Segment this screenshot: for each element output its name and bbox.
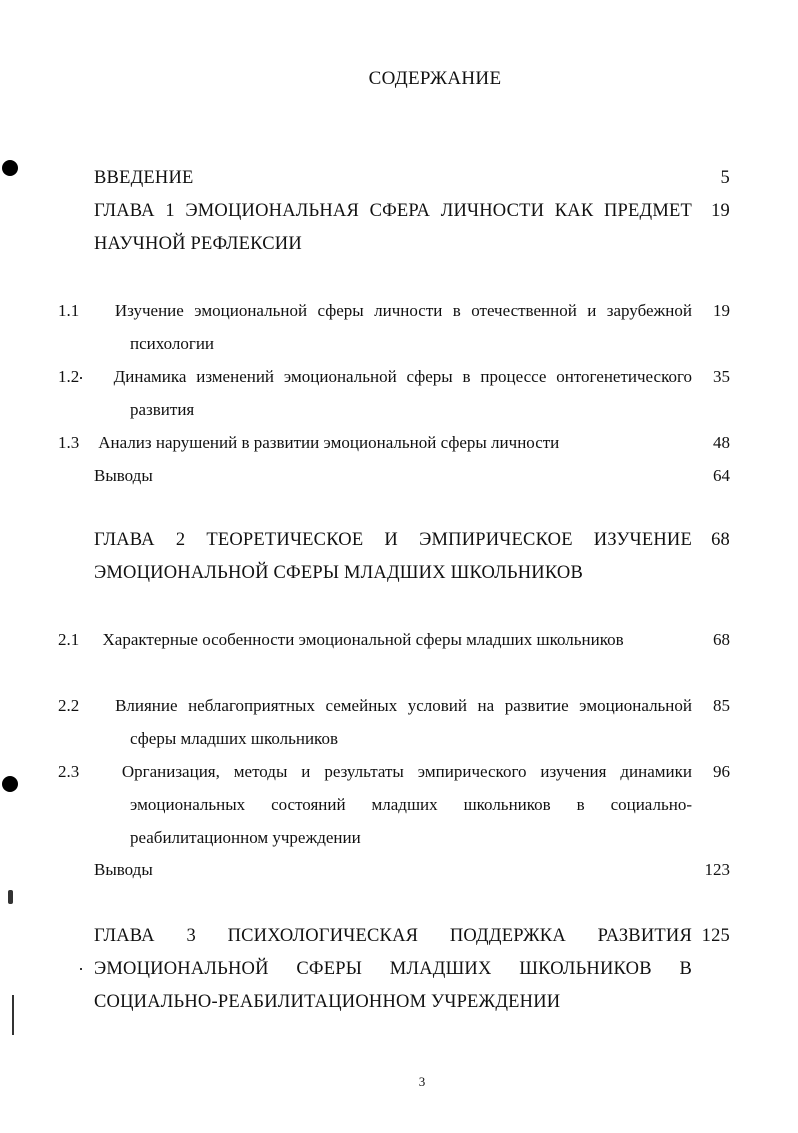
toc-entry-text: Изучение эмоциональной сферы личности в отечественной и зарубежной психологии: [114, 301, 692, 353]
toc-entry-page: 68: [713, 630, 730, 649]
toc-entry-section-1-3[interactable]: 1.3 Анализ нарушений в развитии эмоциональной сферы личности 48: [94, 426, 744, 459]
toc-entry-section-1-1[interactable]: 1.1 Изучение эмоциональной сферы личности в отечественной и зарубежной психологии 19: [94, 294, 744, 360]
toc-entry-page: 123: [704, 860, 730, 879]
scan-artifact-mark: [80, 968, 82, 970]
toc-entry-text: Выводы: [94, 860, 153, 879]
toc-entry-introduction[interactable]: [94, 162, 744, 195]
toc-entry-conclusions-2[interactable]: [94, 853, 744, 886]
punch-hole-mark: [2, 160, 18, 176]
toc-entry-text: Влияние неблагоприятных семейных условий на развитие эмоциональной сферы младших школьников: [115, 696, 692, 748]
scan-artifact-mark: [12, 995, 14, 1035]
toc-entry-text: ВВЕДЕНИЕ: [94, 168, 194, 188]
toc-entry-page: 85: [713, 696, 730, 715]
toc-entry-section-1-2[interactable]: 1.2 Динамика изменений эмоциональной сферы в процессе онтогенетического развития 35: [94, 360, 744, 426]
toc-entry-page: 68: [711, 530, 730, 550]
toc-entry-page: 125: [701, 926, 730, 946]
toc-entry-page: 19: [713, 301, 730, 320]
punch-hole-mark: [2, 776, 18, 792]
toc-entry-page: 96: [713, 762, 730, 781]
page-title: СОДЕРЖАНИЕ: [368, 68, 502, 89]
toc-entry-section-2-2[interactable]: 2.2 Влияние неблагоприятных семейных условий на развитие эмоциональной сферы младших школьников 85: [94, 689, 744, 755]
toc-entry-text: Анализ нарушений в развитии эмоциональной сферы личности: [98, 433, 560, 452]
toc-entry-chapter-2[interactable]: [94, 524, 744, 590]
toc-entry-page: 35: [713, 367, 730, 386]
page-number: 3: [418, 1074, 426, 1089]
toc-entry-section-2-1[interactable]: 2.1 Характерные особенности эмоциональной сферы младших школьников 68: [94, 623, 744, 656]
toc-entry-text: ГЛАВА 2 ТЕОРЕТИЧЕСКОЕ И ЭМПИРИЧЕСКОЕ ИЗУЧЕНИЕ ЭМОЦИОНАЛЬНОЙ СФЕРЫ МЛАДШИХ ШКОЛЬНИКОВ: [94, 530, 692, 583]
toc-entry-conclusions-1[interactable]: [94, 459, 744, 492]
toc-entry-text: Организация, методы и результаты эмпирического изучения динамики эмоциональных состояний младших школьников в социально-реабилитационном учреждении: [121, 762, 692, 847]
toc-entry-page: 5: [720, 168, 730, 188]
toc-entry-page: 19: [711, 201, 730, 221]
toc-entry-page: 48: [713, 433, 730, 452]
toc-entry-text: Выводы: [94, 466, 153, 485]
scan-artifact-mark: [80, 377, 82, 379]
toc-entry-chapter-3[interactable]: [94, 920, 744, 1019]
toc-entry-page: 64: [713, 466, 730, 485]
toc-entry-text: ГЛАВА 1 ЭМОЦИОНАЛЬНАЯ СФЕРА ЛИЧНОСТИ КАК ПРЕДМЕТ НАУЧНОЙ РЕФЛЕКСИИ: [94, 201, 692, 254]
toc-entry-chapter-1[interactable]: [94, 195, 744, 261]
toc-entry-text: Динамика изменений эмоциональной сферы в процессе онтогенетического развития: [113, 367, 693, 419]
toc-entry-section-2-3[interactable]: 2.3 Организация, методы и результаты эмпирического изучения динамики эмоциональных состояний младших школьников в социально-реабилитационном учреждении 96: [94, 755, 744, 854]
toc-entry-text: ГЛАВА 3 ПСИХОЛОГИЧЕСКАЯ ПОДДЕРЖКА РАЗВИТИЯ ЭМОЦИОНАЛЬНОЙ СФЕРЫ МЛАДШИХ ШКОЛЬНИКОВ В СОЦИАЛЬНО-РЕАБИЛИТАЦИОННОМ УЧРЕЖДЕНИИ: [94, 926, 692, 1012]
toc-entry-text: Характерные особенности эмоциональной сферы младших школьников: [102, 630, 624, 649]
scan-artifact-mark: [8, 890, 13, 904]
